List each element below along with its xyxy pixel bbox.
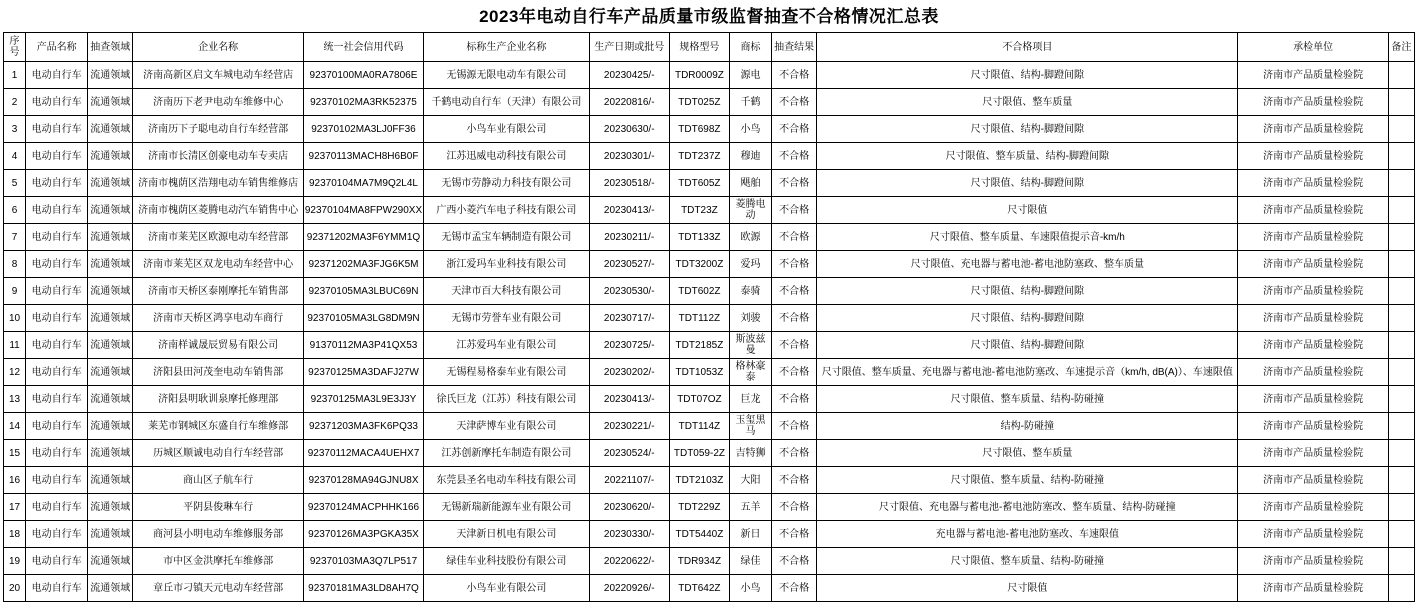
cell-survey-field: 流通领域 (88, 440, 133, 467)
cell-model: TDT112Z (669, 305, 729, 332)
cell-failed-items: 尺寸限值、结构-脚蹬间隙 (817, 332, 1238, 359)
cell-nominal-company: 无锡市劳静动力科技有限公司 (424, 170, 589, 197)
cell-credit-code: 92370105MA3LBUC69N (303, 278, 423, 305)
cell-production-date: 20220622/- (589, 548, 669, 575)
cell-index: 6 (4, 197, 26, 224)
cell-remark (1388, 116, 1414, 143)
cell-company-name: 济南历下子聪电动自行车经营部 (133, 116, 303, 143)
cell-index: 7 (4, 224, 26, 251)
cell-inspector: 济南市产品质量检验院 (1238, 548, 1388, 575)
cell-credit-code: 92371202MA3F6YMM1Q (303, 224, 423, 251)
cell-model: TDT059-2Z (669, 440, 729, 467)
cell-model: TDT2103Z (669, 467, 729, 494)
cell-inspector: 济南市产品质量检验院 (1238, 386, 1388, 413)
cell-credit-code: 92370102MA3RK52375 (303, 89, 423, 116)
cell-production-date: 20230413/- (589, 197, 669, 224)
column-header-inspector: 承检单位 (1238, 33, 1388, 62)
cell-result: 不合格 (772, 386, 817, 413)
cell-product-name: 电动自行车 (26, 332, 88, 359)
table-row (4, 89, 1415, 116)
table-header (4, 33, 1415, 62)
cell-production-date: 20230211/- (589, 224, 669, 251)
cell-company-name: 济南市长清区创豪电动车专卖店 (133, 143, 303, 170)
cell-model: TDT642Z (669, 575, 729, 602)
column-header-credit-code: 统一社会信用代码 (303, 33, 423, 62)
cell-model: TDT2185Z (669, 332, 729, 359)
cell-product-name: 电动自行车 (26, 359, 88, 386)
cell-failed-items: 尺寸限值、充电器与蓄电池-蓄电池防塞政、整车质量 (817, 251, 1238, 278)
cell-model: TDT025Z (669, 89, 729, 116)
cell-remark (1388, 305, 1414, 332)
cell-brand: 绿佳 (730, 548, 772, 575)
cell-credit-code: 92370102MA3LJ0FF36 (303, 116, 423, 143)
cell-result: 不合格 (772, 548, 817, 575)
cell-remark (1388, 440, 1414, 467)
cell-nominal-company: 天津新日机电有限公司 (424, 521, 589, 548)
cell-product-name: 电动自行车 (26, 575, 88, 602)
cell-production-date: 20230620/- (589, 494, 669, 521)
inspection-results-table (3, 32, 1415, 602)
cell-brand: 大阳 (730, 467, 772, 494)
cell-failed-items: 尺寸限值、结构-脚蹬间隙 (817, 170, 1238, 197)
cell-production-date: 20230330/- (589, 521, 669, 548)
table-row (4, 224, 1415, 251)
cell-index: 18 (4, 521, 26, 548)
cell-brand: 源电 (730, 62, 772, 89)
cell-survey-field: 流通领域 (88, 197, 133, 224)
cell-index: 3 (4, 116, 26, 143)
cell-credit-code: 92370104MA8FPW290XX (303, 197, 423, 224)
cell-remark (1388, 197, 1414, 224)
cell-model: TDR934Z (669, 548, 729, 575)
cell-company-name: 平阴县俊琳车行 (133, 494, 303, 521)
column-header-survey-field: 抽查领域 (88, 33, 133, 62)
cell-credit-code: 92370104MA7M9Q2L4L (303, 170, 423, 197)
cell-survey-field: 流通领域 (88, 359, 133, 386)
column-header-product-name: 产品名称 (26, 33, 88, 62)
cell-production-date: 20220926/- (589, 575, 669, 602)
cell-company-name: 济南市莱芜区双龙电动车经营中心 (133, 251, 303, 278)
cell-product-name: 电动自行车 (26, 89, 88, 116)
cell-survey-field: 流通领域 (88, 386, 133, 413)
cell-model: TDT229Z (669, 494, 729, 521)
cell-result: 不合格 (772, 89, 817, 116)
cell-brand: 巨龙 (730, 386, 772, 413)
cell-model: TDT07OZ (669, 386, 729, 413)
cell-credit-code: 92370125MA3L9E3J3Y (303, 386, 423, 413)
cell-survey-field: 流通领域 (88, 89, 133, 116)
cell-failed-items: 尺寸限值、整车质量、结构-防碰撞 (817, 386, 1238, 413)
cell-credit-code: 92370128MA94GJNU8X (303, 467, 423, 494)
cell-index: 11 (4, 332, 26, 359)
cell-model: TDT114Z (669, 413, 729, 440)
cell-index: 10 (4, 305, 26, 332)
cell-production-date: 20230301/- (589, 143, 669, 170)
cell-result: 不合格 (772, 305, 817, 332)
column-header-brand: 商标 (730, 33, 772, 62)
cell-company-name: 市中区金洪摩托车维修部 (133, 548, 303, 575)
cell-survey-field: 流通领域 (88, 305, 133, 332)
cell-remark (1388, 89, 1414, 116)
cell-survey-field: 流通领域 (88, 143, 133, 170)
cell-model: TDT3200Z (669, 251, 729, 278)
cell-inspector: 济南市产品质量检验院 (1238, 494, 1388, 521)
cell-index: 17 (4, 494, 26, 521)
cell-company-name: 济南市莱芜区欧源电动车经营部 (133, 224, 303, 251)
table-row (4, 494, 1415, 521)
cell-production-date: 20230527/- (589, 251, 669, 278)
cell-remark (1388, 251, 1414, 278)
cell-product-name: 电动自行车 (26, 413, 88, 440)
cell-nominal-company: 江苏创新摩托车制造有限公司 (424, 440, 589, 467)
cell-failed-items: 尺寸限值、结构-脚蹬间隙 (817, 278, 1238, 305)
cell-inspector: 济南市产品质量检验院 (1238, 305, 1388, 332)
cell-result: 不合格 (772, 359, 817, 386)
table-row (4, 197, 1415, 224)
cell-brand: 刘骏 (730, 305, 772, 332)
cell-nominal-company: 无锡程易格泰车业有限公司 (424, 359, 589, 386)
cell-result: 不合格 (772, 494, 817, 521)
cell-inspector: 济南市产品质量检验院 (1238, 89, 1388, 116)
table-row (4, 386, 1415, 413)
cell-inspector: 济南市产品质量检验院 (1238, 170, 1388, 197)
cell-survey-field: 流通领域 (88, 332, 133, 359)
table-row (4, 467, 1415, 494)
cell-failed-items: 尺寸限值、充电器与蓄电池-蓄电池防塞改、整车质量、结构-防碰撞 (817, 494, 1238, 521)
cell-remark (1388, 548, 1414, 575)
cell-credit-code: 92370126MA3PGKA35X (303, 521, 423, 548)
cell-result: 不合格 (772, 413, 817, 440)
cell-brand: 泰骑 (730, 278, 772, 305)
cell-failed-items: 尺寸限值、结构-脚蹬间隙 (817, 116, 1238, 143)
cell-credit-code: 91370112MA3P41QX53 (303, 332, 423, 359)
cell-production-date: 20221107/- (589, 467, 669, 494)
cell-credit-code: 92371202MA3FJG6K5M (303, 251, 423, 278)
cell-company-name: 济南市天桥区鸿享电动车商行 (133, 305, 303, 332)
cell-nominal-company: 江苏迅威电动科技有限公司 (424, 143, 589, 170)
cell-failed-items: 尺寸限值、整车质量 (817, 440, 1238, 467)
cell-index: 9 (4, 278, 26, 305)
cell-inspector: 济南市产品质量检验院 (1238, 116, 1388, 143)
cell-remark (1388, 143, 1414, 170)
cell-result: 不合格 (772, 575, 817, 602)
cell-product-name: 电动自行车 (26, 251, 88, 278)
cell-failed-items: 结构-防碰撞 (817, 413, 1238, 440)
cell-failed-items: 尺寸限值、整车质量 (817, 89, 1238, 116)
table-row (4, 548, 1415, 575)
cell-survey-field: 流通领域 (88, 413, 133, 440)
column-header-nominal-company: 标称生产企业名称 (424, 33, 589, 62)
cell-brand: 吉特狮 (730, 440, 772, 467)
column-header-index: 序号 (4, 33, 26, 62)
cell-result: 不合格 (772, 467, 817, 494)
cell-company-name: 济阳县明耿训泉摩托修理部 (133, 386, 303, 413)
cell-inspector: 济南市产品质量检验院 (1238, 359, 1388, 386)
cell-product-name: 电动自行车 (26, 116, 88, 143)
cell-nominal-company: 东莞县圣名电动车科技有限公司 (424, 467, 589, 494)
cell-nominal-company: 小鸟车业有限公司 (424, 116, 589, 143)
cell-brand: 斯波兹曼 (730, 332, 772, 359)
cell-failed-items: 尺寸限值 (817, 575, 1238, 602)
cell-index: 2 (4, 89, 26, 116)
page-title: 2023年电动自行车产品质量市级监督抽查不合格情况汇总表 (479, 7, 939, 26)
cell-index: 5 (4, 170, 26, 197)
cell-production-date: 20230630/- (589, 116, 669, 143)
cell-inspector: 济南市产品质量检验院 (1238, 62, 1388, 89)
cell-failed-items: 尺寸限值、结构-脚蹬间隙 (817, 305, 1238, 332)
cell-inspector: 济南市产品质量检验院 (1238, 251, 1388, 278)
cell-nominal-company: 江苏爱玛车业有限公司 (424, 332, 589, 359)
cell-index: 19 (4, 548, 26, 575)
cell-remark (1388, 386, 1414, 413)
cell-nominal-company: 千鹤电动自行车（天津）有限公司 (424, 89, 589, 116)
cell-index: 20 (4, 575, 26, 602)
table-row (4, 440, 1415, 467)
cell-product-name: 电动自行车 (26, 62, 88, 89)
cell-remark (1388, 359, 1414, 386)
cell-survey-field: 流通领域 (88, 467, 133, 494)
cell-nominal-company: 无锡源无限电动车有限公司 (424, 62, 589, 89)
cell-failed-items: 尺寸限值、结构-脚蹬间隙 (817, 62, 1238, 89)
cell-company-name: 济南市天桥区泰刚摩托车销售部 (133, 278, 303, 305)
cell-nominal-company: 绿佳车业科技股份有限公司 (424, 548, 589, 575)
table-row (4, 575, 1415, 602)
cell-failed-items: 尺寸限值、整车质量、结构-防碰撞 (817, 467, 1238, 494)
cell-product-name: 电动自行车 (26, 467, 88, 494)
table-row (4, 116, 1415, 143)
cell-failed-items: 尺寸限值、整车质量、车速限值提示音-km/h (817, 224, 1238, 251)
cell-company-name: 章丘市刁镇天元电动车经营部 (133, 575, 303, 602)
cell-brand: 千鹤 (730, 89, 772, 116)
cell-brand: 爱玛 (730, 251, 772, 278)
cell-remark (1388, 62, 1414, 89)
cell-index: 15 (4, 440, 26, 467)
table-row (4, 359, 1415, 386)
cell-product-name: 电动自行车 (26, 305, 88, 332)
cell-survey-field: 流通领域 (88, 170, 133, 197)
cell-result: 不合格 (772, 278, 817, 305)
cell-credit-code: 92370125MA3DAFJ27W (303, 359, 423, 386)
cell-result: 不合格 (772, 251, 817, 278)
column-header-production-date: 生产日期或批号 (589, 33, 669, 62)
cell-nominal-company: 无锡市劳誉车业有限公司 (424, 305, 589, 332)
cell-production-date: 20230221/- (589, 413, 669, 440)
cell-product-name: 电动自行车 (26, 548, 88, 575)
cell-company-name: 莱芜市钢城区东盛自行车维修部 (133, 413, 303, 440)
cell-credit-code: 92370181MA3LD8AH7Q (303, 575, 423, 602)
cell-nominal-company: 浙江爱玛车业科技有限公司 (424, 251, 589, 278)
table-row (4, 143, 1415, 170)
cell-nominal-company: 天津萨博车业有限公司 (424, 413, 589, 440)
cell-brand: 新日 (730, 521, 772, 548)
cell-product-name: 电动自行车 (26, 224, 88, 251)
cell-inspector: 济南市产品质量检验院 (1238, 467, 1388, 494)
cell-brand: 五羊 (730, 494, 772, 521)
cell-company-name: 济南历下老尹电动车维修中心 (133, 89, 303, 116)
cell-product-name: 电动自行车 (26, 494, 88, 521)
cell-index: 1 (4, 62, 26, 89)
cell-survey-field: 流通领域 (88, 62, 133, 89)
table-row (4, 170, 1415, 197)
cell-nominal-company: 天津市百大科技有限公司 (424, 278, 589, 305)
cell-credit-code: 92370100MA0RA7806E (303, 62, 423, 89)
cell-model: TDT237Z (669, 143, 729, 170)
cell-company-name: 商河县小明电动车维修服务部 (133, 521, 303, 548)
cell-production-date: 20230202/- (589, 359, 669, 386)
cell-brand: 格林豪泰 (730, 359, 772, 386)
cell-failed-items: 尺寸限值、整车质量、结构-脚蹬间隙 (817, 143, 1238, 170)
cell-index: 12 (4, 359, 26, 386)
cell-credit-code: 92371203MA3FK6PQ33 (303, 413, 423, 440)
cell-failed-items: 尺寸限值、整车质量、结构-防碰撞 (817, 548, 1238, 575)
cell-credit-code: 92370103MA3Q7LP517 (303, 548, 423, 575)
cell-inspector: 济南市产品质量检验院 (1238, 224, 1388, 251)
cell-inspector: 济南市产品质量检验院 (1238, 440, 1388, 467)
table-row (4, 305, 1415, 332)
cell-brand: 小鸟 (730, 575, 772, 602)
cell-nominal-company: 无锡新瑞新能源车业有限公司 (424, 494, 589, 521)
cell-result: 不合格 (772, 116, 817, 143)
cell-remark (1388, 224, 1414, 251)
table-body (4, 62, 1415, 602)
column-header-failed-items: 不合格项目 (817, 33, 1238, 62)
cell-result: 不合格 (772, 143, 817, 170)
table-header-row (4, 33, 1415, 62)
cell-inspector: 济南市产品质量检验院 (1238, 521, 1388, 548)
table-row (4, 251, 1415, 278)
cell-company-name: 济南市槐荫区菱腾电动汽车销售中心 (133, 197, 303, 224)
cell-result: 不合格 (772, 521, 817, 548)
cell-index: 8 (4, 251, 26, 278)
table-row (4, 332, 1415, 359)
cell-product-name: 电动自行车 (26, 278, 88, 305)
cell-production-date: 20230725/- (589, 332, 669, 359)
cell-result: 不合格 (772, 170, 817, 197)
table-row (4, 278, 1415, 305)
cell-survey-field: 流通领域 (88, 251, 133, 278)
cell-survey-field: 流通领域 (88, 278, 133, 305)
cell-brand: 欧源 (730, 224, 772, 251)
column-header-model: 规格型号 (669, 33, 729, 62)
cell-company-name: 商山区子航车行 (133, 467, 303, 494)
cell-brand: 穆迪 (730, 143, 772, 170)
cell-remark (1388, 278, 1414, 305)
cell-failed-items: 充电器与蓄电池-蓄电池防塞改、车速限值 (817, 521, 1238, 548)
cell-credit-code: 92370105MA3LG8DM9N (303, 305, 423, 332)
cell-result: 不合格 (772, 332, 817, 359)
cell-product-name: 电动自行车 (26, 521, 88, 548)
cell-survey-field: 流通领域 (88, 575, 133, 602)
cell-model: TDT605Z (669, 170, 729, 197)
cell-result: 不合格 (772, 440, 817, 467)
cell-index: 4 (4, 143, 26, 170)
cell-model: TDT133Z (669, 224, 729, 251)
cell-production-date: 20220816/- (589, 89, 669, 116)
cell-remark (1388, 575, 1414, 602)
table-row (4, 413, 1415, 440)
cell-model: TDT5440Z (669, 521, 729, 548)
cell-brand: 小鸟 (730, 116, 772, 143)
cell-failed-items: 尺寸限值 (817, 197, 1238, 224)
cell-inspector: 济南市产品质量检验院 (1238, 278, 1388, 305)
column-header-result: 抽查结果 (772, 33, 817, 62)
cell-model: TDT602Z (669, 278, 729, 305)
cell-remark (1388, 521, 1414, 548)
cell-remark (1388, 413, 1414, 440)
cell-model: TDT23Z (669, 197, 729, 224)
column-header-remark: 备注 (1388, 33, 1414, 62)
cell-result: 不合格 (772, 224, 817, 251)
cell-model: TDT698Z (669, 116, 729, 143)
cell-model: TDR0009Z (669, 62, 729, 89)
cell-credit-code: 92370124MACPHHK166 (303, 494, 423, 521)
cell-company-name: 济南样诚晟辰贸易有限公司 (133, 332, 303, 359)
cell-production-date: 20230524/- (589, 440, 669, 467)
cell-company-name: 历城区顺诚电动自行车经营部 (133, 440, 303, 467)
cell-inspector: 济南市产品质量检验院 (1238, 332, 1388, 359)
cell-inspector: 济南市产品质量检验院 (1238, 575, 1388, 602)
cell-survey-field: 流通领域 (88, 521, 133, 548)
cell-brand: 玉玺黑马 (730, 413, 772, 440)
cell-nominal-company: 广西小菱汽车电子科技有限公司 (424, 197, 589, 224)
cell-credit-code: 92370113MACH8H6B0F (303, 143, 423, 170)
cell-nominal-company: 徐氏巨龙（江苏）科技有限公司 (424, 386, 589, 413)
cell-result: 不合格 (772, 62, 817, 89)
cell-survey-field: 流通领域 (88, 494, 133, 521)
cell-product-name: 电动自行车 (26, 386, 88, 413)
cell-company-name: 济南市槐荫区浩翔电动车销售维修店 (133, 170, 303, 197)
cell-remark (1388, 332, 1414, 359)
cell-failed-items: 尺寸限值、整车质量、充电器与蓄电池-蓄电池防塞改、车速提示音（km/h, dB(A)）、车速限值 (817, 359, 1238, 386)
cell-nominal-company: 无锡市孟宝车辆制造有限公司 (424, 224, 589, 251)
cell-production-date: 20230413/- (589, 386, 669, 413)
cell-product-name: 电动自行车 (26, 170, 88, 197)
cell-credit-code: 92370112MACA4UEHX7 (303, 440, 423, 467)
cell-inspector: 济南市产品质量检验院 (1238, 197, 1388, 224)
cell-brand: 飓舶 (730, 170, 772, 197)
cell-inspector: 济南市产品质量检验院 (1238, 143, 1388, 170)
cell-remark (1388, 494, 1414, 521)
cell-product-name: 电动自行车 (26, 197, 88, 224)
cell-production-date: 20230530/- (589, 278, 669, 305)
cell-model: TDT1053Z (669, 359, 729, 386)
cell-company-name: 济南高新区启文车城电动车经营店 (133, 62, 303, 89)
cell-survey-field: 流通领域 (88, 224, 133, 251)
column-header-company-name: 企业名称 (133, 33, 303, 62)
cell-remark (1388, 170, 1414, 197)
table-row (4, 62, 1415, 89)
cell-survey-field: 流通领域 (88, 116, 133, 143)
cell-index: 13 (4, 386, 26, 413)
table-row (4, 521, 1415, 548)
cell-nominal-company: 小鸟车业有限公司 (424, 575, 589, 602)
cell-product-name: 电动自行车 (26, 440, 88, 467)
cell-result: 不合格 (772, 197, 817, 224)
cell-brand: 菱腾电动 (730, 197, 772, 224)
cell-product-name: 电动自行车 (26, 143, 88, 170)
cell-remark (1388, 467, 1414, 494)
cell-production-date: 20230425/- (589, 62, 669, 89)
cell-production-date: 20230518/- (589, 170, 669, 197)
cell-production-date: 20230717/- (589, 305, 669, 332)
cell-index: 16 (4, 467, 26, 494)
cell-inspector: 济南市产品质量检验院 (1238, 413, 1388, 440)
cell-survey-field: 流通领域 (88, 548, 133, 575)
cell-company-name: 济阳县田河茂奎电动车销售部 (133, 359, 303, 386)
cell-index: 14 (4, 413, 26, 440)
